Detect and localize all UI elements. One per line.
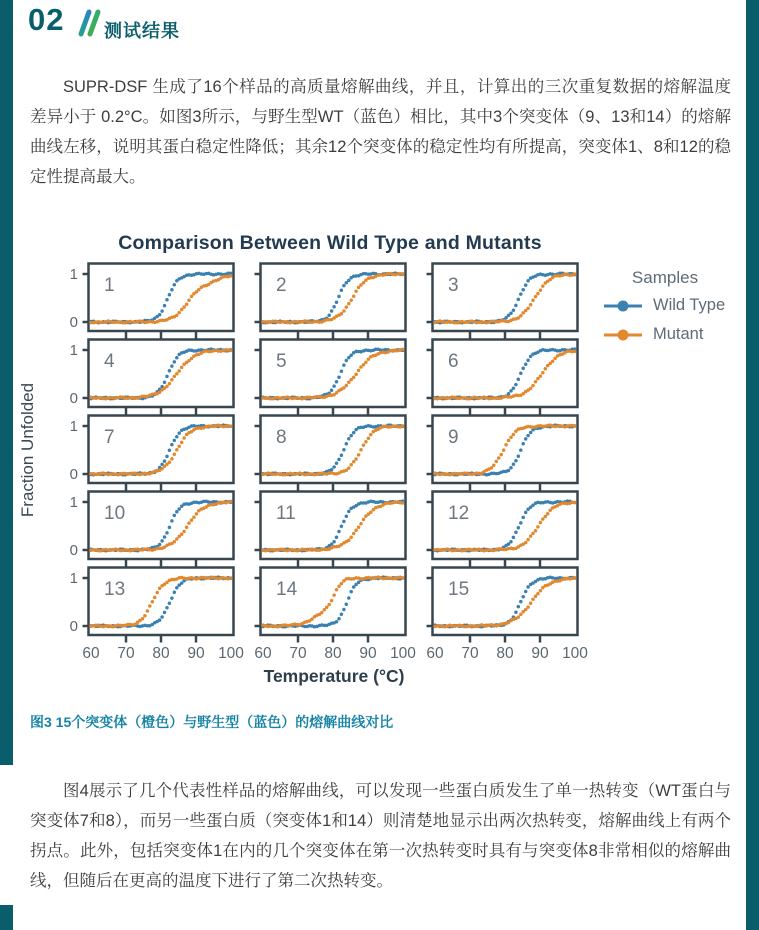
mutant-marker-icon [602,327,644,343]
subplot-number: 13 [104,579,126,600]
x-tick-label: 90 [187,645,205,662]
legend-entry-wild-type [602,296,742,315]
subplot-14 [252,566,416,666]
chart-legend [602,268,742,354]
legend-title: Samples [631,268,699,287]
subplot-number: 4 [104,351,115,372]
y-tick-label: 0 [69,618,78,635]
y-tick-label: 1 [69,570,78,587]
section-title: 测试结果 [104,21,180,41]
subplot-number: 3 [448,275,459,296]
x-tick-label: 100 [390,645,416,662]
subplot-number: 5 [276,351,287,372]
subplot-number: 10 [104,503,126,524]
subplot-13 [80,566,244,666]
subplot-number: 8 [276,427,287,448]
subplot-number: 6 [448,351,459,372]
y-axis-label: Fraction Unfolded [18,382,37,518]
x-tick-label: 80 [324,645,342,662]
x-tick-label: 70 [461,645,479,662]
x-tick-label: 60 [254,645,272,662]
subplot-number: 15 [448,579,470,600]
legend-entry-mutant [602,325,742,344]
subplot-number: 14 [276,579,298,600]
paragraph-results-overview: SUPR-DSF 生成了16个样品的高质量熔解曲线，并且，计算出的三次重复数据的熔解温度差异小于 0.2°C。如图3所示，与野生型WT（蓝色）相比，其中3个突变体（9、13和14）的熔解曲线左移，说明其蛋白稳定性降低；其余12个突变体的稳定性均有所提高，突变体1、8和12的稳定性提高最大。 [30,78,731,186]
paragraph-figure4-discussion: 图4展示了几个代表性样品的熔解曲线，可以发现一些蛋白质发生了单一热转变（WT蛋白与突变体7和8），而另一些蛋白质（突变体1和14）则清楚地显示出两次热转变，熔解曲线上有两个拐点。此外，包括突变体1在内的几个突变体在第一次热转变时具有与突变体8非常相似的熔解曲线，但随后在更高的温度下进行了第二次热转变。 [30,782,731,890]
subplot-number: 11 [276,503,296,524]
subplot-number: 1 [104,275,115,296]
subplot-number: 12 [448,503,470,524]
y-tick-label: 1 [69,494,78,511]
y-tick-label: 0 [69,390,78,407]
chart-title: Comparison Between Wild Type and Mutants [118,232,542,254]
x-tick-label: 70 [117,645,135,662]
subplot-number: 9 [448,427,459,448]
figure-caption: 图3 15个突变体（橙色）与野生型（蓝色）的熔解曲线对比 [30,714,394,730]
melting-curves-figure [0,228,759,708]
subplot-number: 7 [104,427,115,448]
x-tick-label: 80 [152,645,170,662]
x-axis-label: Temperature (°C) [263,666,405,686]
x-tick-label: 60 [426,645,444,662]
y-tick-label: 1 [69,266,78,283]
subplot-15 [424,566,588,666]
left-accent-bar-next-section [0,905,13,930]
y-tick-label: 0 [69,542,78,559]
x-tick-label: 100 [218,645,244,662]
x-tick-label: 100 [562,645,588,662]
y-tick-label: 0 [69,314,78,331]
x-tick-label: 90 [359,645,377,662]
x-tick-label: 90 [531,645,549,662]
x-tick-label: 70 [289,645,307,662]
x-tick-label: 80 [496,645,514,662]
section-number: 02 [28,2,65,37]
y-tick-label: 1 [69,418,78,435]
wild-type-marker-icon [602,298,644,314]
y-tick-label: 0 [69,466,78,483]
y-tick-label: 1 [69,342,78,359]
legend-label-mutant: Mutant [653,325,704,343]
x-tick-label: 60 [82,645,100,662]
legend-label-wild-type: Wild Type [653,296,726,314]
double-slash-icon [76,8,102,38]
subplot-number: 2 [276,275,287,296]
